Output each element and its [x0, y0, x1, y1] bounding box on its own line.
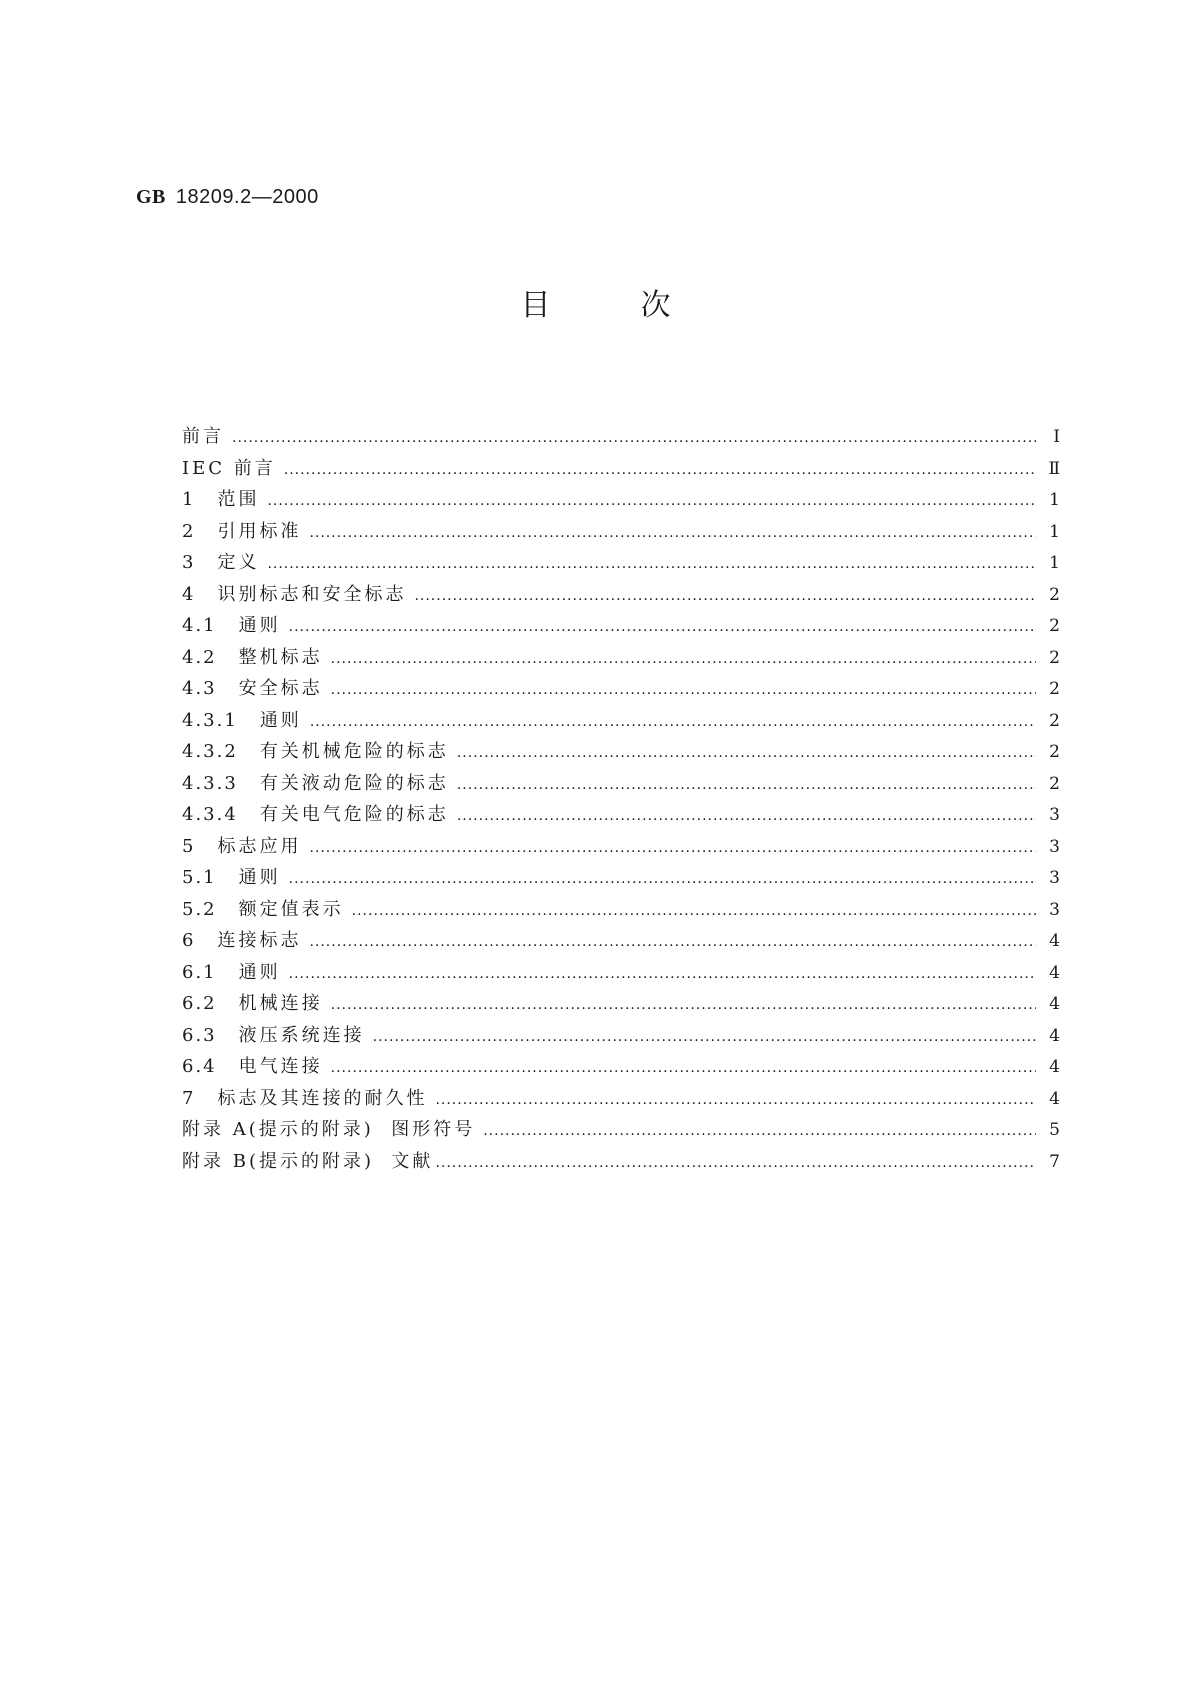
toc-entry-title: 机械连接 — [238, 993, 323, 1014]
toc-entry-title: 液压系统连接 — [238, 1024, 365, 1046]
standard-number: 18209.2—2000 — [175, 186, 319, 208]
toc-entry[interactable] — [182, 768, 1060, 800]
toc-entry[interactable] — [182, 421, 1060, 453]
toc-entry-page: 2 — [1049, 679, 1060, 699]
standard-code — [136, 186, 319, 209]
dot-leader — [289, 959, 1036, 991]
toc-entry-number: 3 — [182, 552, 196, 573]
toc-entry-page: 4 — [1049, 931, 1060, 951]
toc-entry-page: 2 — [1049, 773, 1060, 794]
toc-entry-number: 6.4 — [182, 1056, 217, 1077]
dot-leader — [289, 864, 1036, 896]
toc-entry[interactable] — [182, 862, 1060, 894]
title-char-1: 目 — [520, 288, 551, 323]
toc-entry-title: 通则 — [238, 867, 281, 888]
toc-entry[interactable] — [182, 453, 1060, 485]
toc-entry-title: 通则 — [238, 961, 281, 983]
toc-entry-page: 5 — [1049, 1120, 1060, 1140]
toc-entry-title: 连接标志 — [217, 930, 302, 951]
dot-leader — [331, 675, 1036, 707]
dot-leader — [435, 1085, 1036, 1117]
toc-entry-page: 2 — [1049, 647, 1060, 668]
toc-entry-number: 4.3.4 — [182, 804, 238, 825]
toc-entry-page: 2 — [1049, 742, 1060, 762]
toc-entry-number: 2 — [182, 520, 196, 542]
dot-leader — [267, 549, 1036, 581]
toc-entry-title: 电气连接 — [238, 1056, 323, 1077]
toc-entry-page: 3 — [1049, 899, 1060, 920]
toc-entry-page: 1 — [1049, 490, 1060, 510]
dot-leader — [309, 927, 1036, 959]
table-of-contents — [182, 421, 1060, 1177]
toc-entry[interactable] — [182, 1114, 1060, 1146]
toc-entry-title: 前言 — [182, 426, 224, 447]
dot-leader — [331, 644, 1036, 676]
toc-entry-title: 定义 — [217, 552, 260, 573]
dot-leader — [267, 486, 1036, 518]
toc-entry-number: 6.3 — [182, 1024, 217, 1046]
toc-entry-page: 1 — [1049, 521, 1060, 542]
toc-entry-title: 通则 — [259, 709, 302, 731]
toc-entry-title: 识别标志和安全标志 — [217, 583, 407, 605]
toc-entry-title: 安全标志 — [238, 678, 323, 699]
toc-entry-title: 附录 B(提示的附录) 文献 — [182, 1150, 434, 1172]
toc-entry-number: 4 — [182, 583, 196, 605]
toc-entry[interactable] — [182, 831, 1060, 863]
toc-entry-title: 通则 — [238, 615, 281, 636]
toc-entry-number: 4.3.2 — [182, 741, 238, 762]
toc-entry[interactable] — [182, 799, 1060, 831]
toc-entry[interactable] — [182, 516, 1060, 548]
toc-entry[interactable] — [182, 1020, 1060, 1052]
dot-leader — [457, 738, 1036, 770]
toc-entry-page: 3 — [1049, 868, 1060, 888]
toc-entry[interactable] — [182, 1083, 1060, 1115]
dot-leader — [352, 896, 1036, 928]
toc-entry-page: Ⅰ — [1053, 427, 1060, 447]
dot-leader — [373, 1022, 1036, 1054]
toc-entry-number: 4.3.3 — [182, 772, 238, 794]
toc-entry-title: 有关液动危险的标志 — [259, 772, 449, 794]
toc-entry-page: 3 — [1049, 836, 1060, 857]
toc-entry-page: 2 — [1049, 584, 1060, 605]
toc-entry-number: 4.2 — [182, 646, 217, 668]
toc-entry[interactable] — [182, 736, 1060, 768]
dot-leader — [483, 1116, 1036, 1148]
toc-entry[interactable] — [182, 673, 1060, 705]
toc-entry-page: 7 — [1049, 1151, 1060, 1172]
toc-entry-title: 有关机械危险的标志 — [259, 741, 449, 762]
toc-entry-number: 6.1 — [182, 961, 217, 983]
toc-entry-title: 范围 — [217, 489, 260, 510]
toc-entry-title: 有关电气危险的标志 — [259, 804, 449, 825]
standard-prefix: GB — [136, 186, 166, 208]
toc-entry-number: 4.3.1 — [182, 709, 238, 731]
title-char-2: 次 — [640, 288, 671, 323]
dot-leader — [331, 990, 1036, 1022]
toc-entry-number: 5.2 — [182, 898, 217, 920]
toc-entry-title: 引用标准 — [217, 520, 302, 542]
toc-entry-title: 标志应用 — [217, 835, 302, 857]
toc-entry-page: 4 — [1049, 1088, 1060, 1109]
toc-entry[interactable] — [182, 988, 1060, 1020]
toc-entry-page: 2 — [1049, 710, 1060, 731]
toc-entry[interactable] — [182, 894, 1060, 926]
toc-entry-title: 额定值表示 — [238, 898, 344, 920]
dot-leader — [289, 612, 1036, 644]
toc-entry-page: 2 — [1049, 616, 1060, 636]
toc-entry[interactable] — [182, 957, 1060, 989]
toc-entry[interactable] — [182, 610, 1060, 642]
toc-entry-number: 6 — [182, 930, 196, 951]
toc-entry[interactable] — [182, 1146, 1060, 1178]
dot-leader — [414, 581, 1036, 613]
toc-entry-page: Ⅱ — [1048, 458, 1060, 479]
toc-entry-number: 6.2 — [182, 993, 217, 1014]
toc-entry-title: 附录 A(提示的附录) 图形符号 — [182, 1119, 476, 1140]
toc-entry[interactable] — [182, 642, 1060, 674]
toc-entry-page: 3 — [1049, 805, 1060, 825]
toc-entry-page: 1 — [1049, 553, 1060, 573]
toc-entry[interactable] — [182, 705, 1060, 737]
toc-entry[interactable] — [182, 484, 1060, 516]
toc-entry[interactable] — [182, 547, 1060, 579]
dot-leader — [331, 1053, 1036, 1085]
toc-entry-number: 1 — [182, 489, 196, 510]
dot-leader — [435, 1148, 1036, 1180]
toc-entry-page: 4 — [1049, 1025, 1060, 1046]
toc-entry[interactable] — [182, 1051, 1060, 1083]
toc-entry-number: 4.3 — [182, 678, 217, 699]
page-title — [0, 280, 1191, 324]
dot-leader — [457, 801, 1036, 833]
toc-entry-number: 4.1 — [182, 615, 217, 636]
dot-leader — [284, 455, 1036, 487]
toc-entry-title: 标志及其连接的耐久性 — [217, 1087, 428, 1109]
toc-entry-page: 4 — [1049, 1057, 1060, 1077]
toc-entry-page: 4 — [1049, 962, 1060, 983]
dot-leader — [309, 518, 1036, 550]
toc-entry[interactable] — [182, 925, 1060, 957]
dot-leader — [232, 423, 1036, 455]
dot-leader — [309, 833, 1036, 865]
toc-entry-title: 整机标志 — [238, 646, 323, 668]
toc-entry-number: 5.1 — [182, 867, 217, 888]
toc-entry-number: 7 — [182, 1087, 196, 1109]
toc-entry[interactable] — [182, 579, 1060, 611]
toc-entry-page: 4 — [1049, 994, 1060, 1014]
dot-leader — [310, 707, 1036, 739]
toc-entry-title: IEC 前言 — [182, 457, 276, 479]
dot-leader — [457, 770, 1036, 802]
toc-entry-number: 5 — [182, 835, 196, 857]
